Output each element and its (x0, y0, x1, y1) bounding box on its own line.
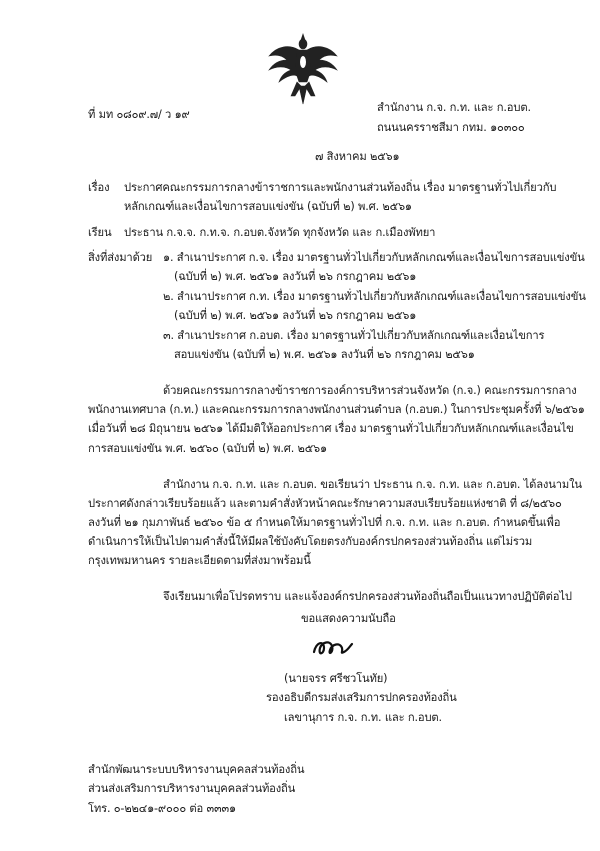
footer-phone: โทร. ๐-๒๒๔๑-๙๐๐๐ ต่อ ๓๓๓๑ (88, 802, 236, 815)
attachment-1-line-1: ๑. สำเนาประกาศ ก.จ. เรื่อง มาตรฐานทั่วไปเกี่ยวกับหลักเกณฑ์และเงื่อนไขการสอบแข่งขัน (163, 251, 585, 264)
attachment-2-line-1: ๒. สำเนาประกาศ ก.ท. เรื่อง มาตรฐานทั่วไปเกี่ยวกับหลักเกณฑ์และเงื่อนไขการสอบแข่งขัน (163, 290, 586, 303)
signer-name: (นายจรร ศรีชวโนทัย) (284, 672, 388, 685)
subject-label: เรื่อง (88, 181, 110, 194)
attachment-2-line-2: (ฉบับที่ ๒) พ.ศ. ๒๕๖๑ ลงวันที่ ๒๖ กรกฎาคม ๒๕๖๑ (174, 309, 417, 322)
body-paragraph-2-line-4: ดำเนินการให้เป็นไปตามคำสั่งนี้ให้มีผลใช้บังคับโดยตรงกับองค์กรปกครองส่วนท้องถิ่น แต่ไม่รวม (88, 535, 533, 548)
body-paragraph-1-line-2: พนักงานเทศบาล (ก.ท.) และคณะกรรมการกลางพนักงานส่วนตำบล (ก.อบต.) ในการประชุมครั้งที่ ๖/๒๕๖๑ (88, 403, 585, 416)
closing-salutation: ขอแสดงความนับถือ (301, 612, 396, 625)
body-paragraph-2-line-5: กรุงเทพมหานคร รายละเอียดตามที่ส่งมาพร้อมนี้ (88, 554, 311, 567)
footer-division: ส่วนส่งเสริมการบริหารงานบุคคลส่วนท้องถิ่น (88, 782, 296, 795)
body-paragraph-1-line-3: เมื่อวันที่ ๒๘ มิถุนายน ๒๕๖๑ ได้มีมติให้ออกประกาศ เรื่อง มาตรฐานทั่วไปเกี่ยวกับหลักเกณฑ์และเงื่อนไข (88, 422, 574, 435)
recipient-text: ประธาน ก.จ.จ. ก.ท.จ. ก.อบต.จังหวัด ทุกจังหวัด และ ก.เมืองพัทยา (124, 226, 436, 239)
attachment-3-line-2: สอบแข่งขัน (ฉบับที่ ๒) พ.ศ. ๒๕๖๑ ลงวันที่ ๒๖ กรกฎาคม ๒๕๖๑ (174, 348, 475, 361)
body-paragraph-1-line-4: การสอบแข่งขัน พ.ศ. ๒๕๖๐ (ฉบับที่ ๒) พ.ศ. ๒๕๖๑ (88, 442, 327, 455)
signer-title-1: รองอธิบดีกรมส่งเสริมการปกครองท้องถิ่น (266, 691, 457, 704)
attachment-1-line-2: (ฉบับที่ ๒) พ.ศ. ๒๕๖๑ ลงวันที่ ๒๖ กรกฎาคม ๒๕๖๑ (174, 270, 417, 283)
subject-line-1: ประกาศคณะกรรมการกลางข้าราชการและพนักงานส่วนท้องถิ่น เรื่อง มาตรฐานทั่วไปเกี่ยวกับ (124, 181, 557, 194)
body-paragraph-2-line-1: สำนักงาน ก.จ. ก.ท. และ ก.อบต. ขอเรียนว่า ประธาน ก.จ. ก.ท. และ ก.อบต. ได้ลงนามใน (163, 478, 582, 491)
footer-department: สำนักพัฒนาระบบบริหารงานบุคคลส่วนท้องถิ่น (88, 763, 305, 776)
handwritten-signature (310, 634, 356, 660)
body-paragraph-2-line-3: ลงวันที่ ๒๑ กุมภาพันธ์ ๒๕๖๐ ข้อ ๕ กำหนดให้มาตรฐานทั่วไปที่ ก.จ. ก.ท. และ ก.อบต. กำหนดขึ้นเพื่อ (88, 516, 561, 529)
attachment-3-line-1: ๓. สำเนาประกาศ ก.อบต. เรื่อง มาตรฐานทั่วไปเกี่ยวกับหลักเกณฑ์และเงื่อนไขการ (163, 329, 545, 342)
letter-date: ๗ สิงหาคม ๒๕๖๑ (315, 150, 400, 163)
reference-number: ที่ มท ๐๘๐๙.๗/ ว ๑๙ (88, 108, 190, 121)
office-name: สำนักงาน ก.จ. ก.ท. และ ก.อบต. (377, 101, 531, 114)
body-paragraph-2-line-2: ประกาศดังกล่าวเรียบร้อยแล้ว และตามคำสั่งหัวหน้าคณะรักษาความสงบเรียบร้อยแห่งชาติ ที่ ๘/๒๕๖๐ (88, 497, 562, 510)
signer-title-2: เลขานุการ ก.จ. ก.ท. และ ก.อบต. (284, 711, 442, 724)
attachments-label: สิ่งที่ส่งมาด้วย (88, 251, 153, 264)
office-address: ถนนนครราชสีมา กทม. ๑๐๓๐๐ (377, 121, 525, 134)
body-paragraph-1-line-1: ด้วยคณะกรรมการกลางข้าราชการองค์การบริหารส่วนจังหวัด (ก.จ.) คณะกรรมการกลาง (163, 384, 577, 397)
garuda-emblem-icon (265, 30, 341, 106)
recipient-label: เรียน (88, 226, 112, 239)
subject-line-2: หลักเกณฑ์และเงื่อนไขการสอบแข่งขัน (ฉบับที่ ๒) พ.ศ. ๒๕๖๑ (124, 200, 412, 213)
body-paragraph-3: จึงเรียนมาเพื่อโปรดทราบ และแจ้งองค์กรปกครองส่วนท้องถิ่นถือเป็นแนวทางปฏิบัติต่อไป (163, 590, 572, 603)
